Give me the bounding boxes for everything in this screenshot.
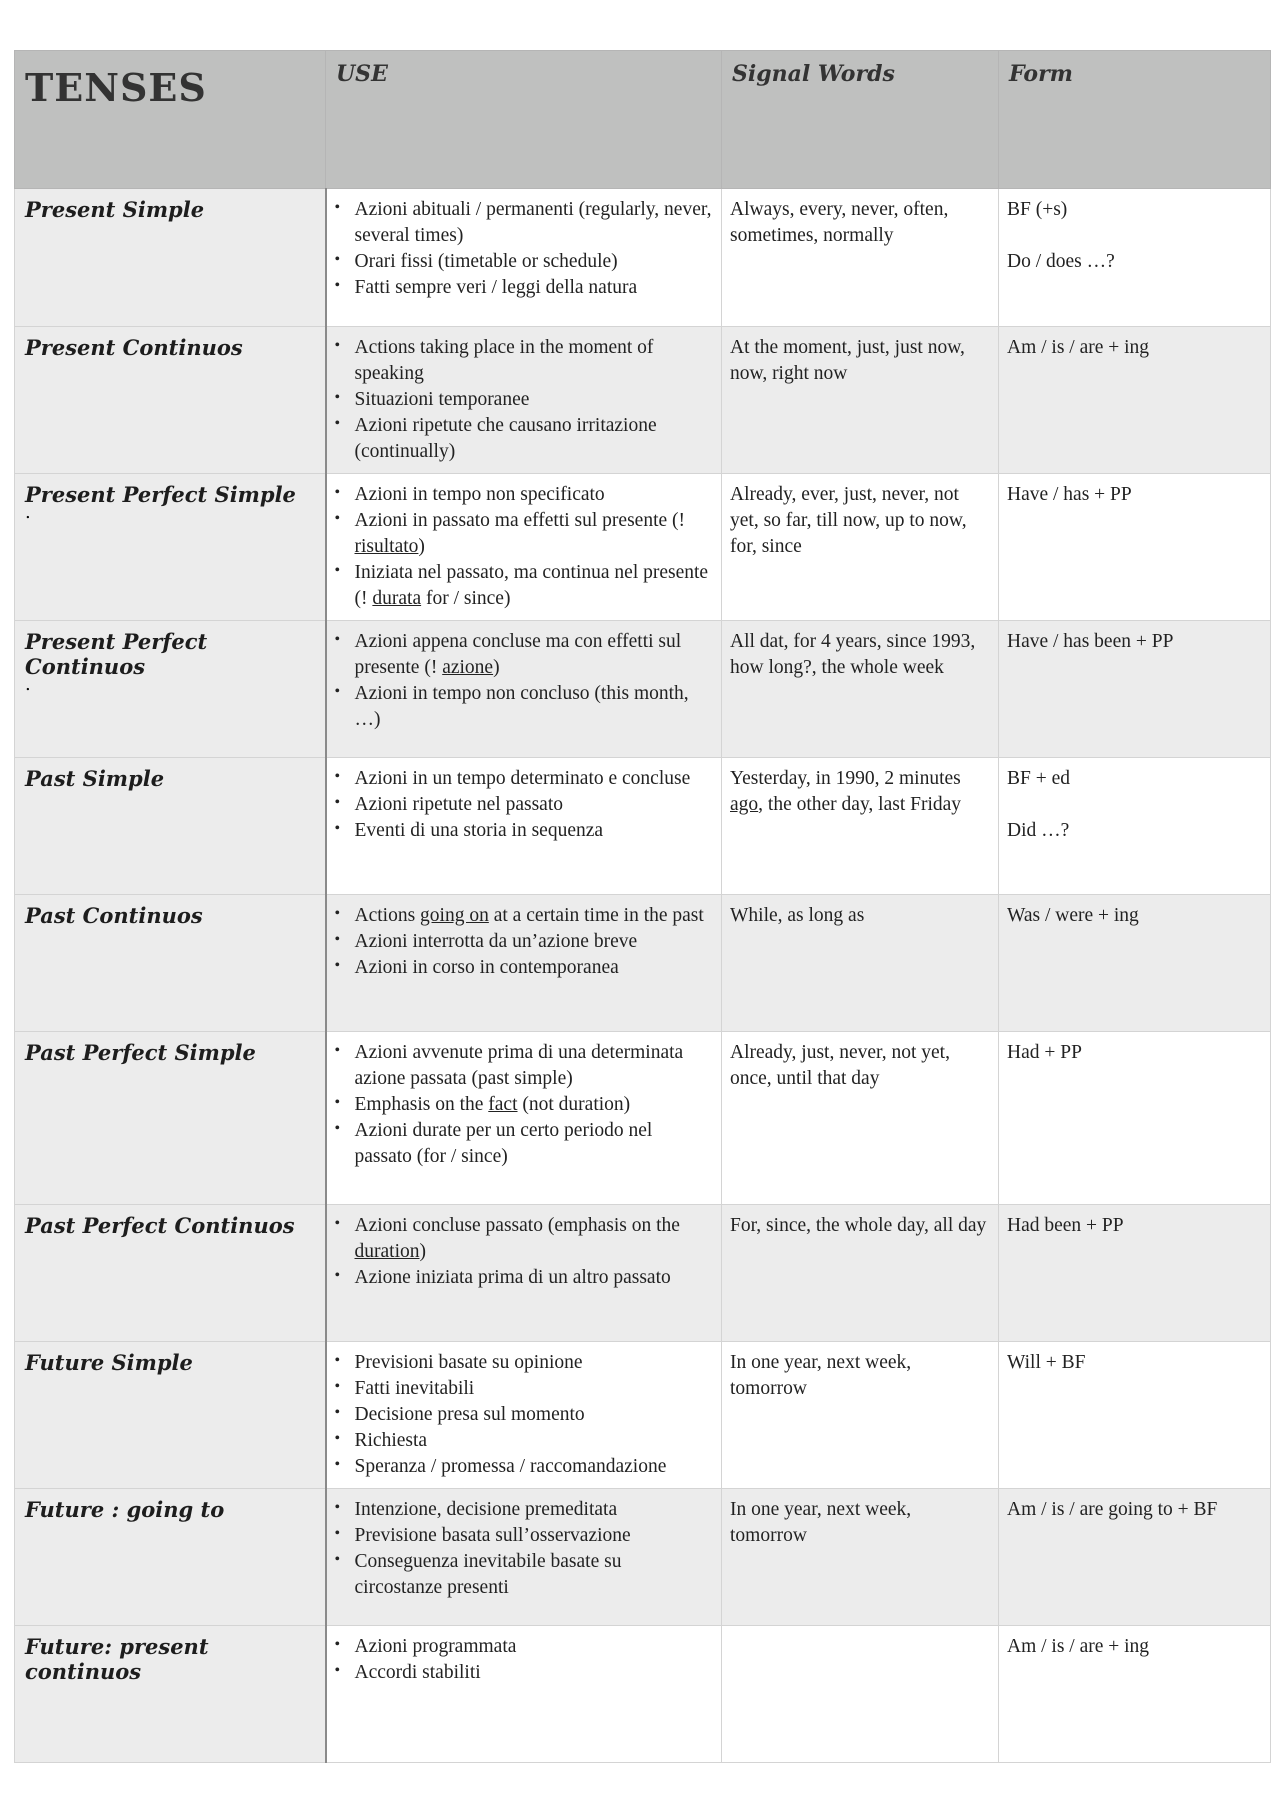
tense-cell xyxy=(15,1489,326,1626)
tense-cell xyxy=(15,327,326,474)
use-item: • Azioni avvenute prima di una determinata azione passata (past simple) xyxy=(355,1040,714,1092)
use-list xyxy=(327,1489,722,1609)
form-cell xyxy=(999,189,1271,327)
signal-words: At the moment, just, just now, now, right now xyxy=(730,337,965,384)
use-item: • Previsioni basate su opinione xyxy=(355,1350,714,1376)
use-item: • Orari fissi (timetable or schedule) xyxy=(355,249,714,275)
signal-words: Always, every, never, often, sometimes, normally xyxy=(730,199,949,246)
form-primary: Was / were + ing xyxy=(1007,905,1139,926)
form-primary: Have / has been + PP xyxy=(1007,631,1174,652)
use-list xyxy=(327,1626,722,1694)
use-item: • Azioni in tempo non concluso (this month, …) xyxy=(355,681,714,733)
table-row xyxy=(15,895,1271,1032)
form-primary: Have / has + PP xyxy=(1007,484,1132,505)
tense-cell xyxy=(15,1626,326,1763)
table-row xyxy=(15,758,1271,895)
use-list xyxy=(327,1205,722,1299)
signal-words: All dat, for 4 years, since 1993, how long?, the whole week xyxy=(730,631,976,678)
use-cell xyxy=(326,1489,722,1626)
tense-dot: . xyxy=(25,502,31,523)
table-row xyxy=(15,1626,1271,1763)
form-cell xyxy=(999,621,1271,758)
use-item: • Azioni in passato ma effetti sul presente (! risultato) xyxy=(355,508,714,560)
use-item: • Speranza / promessa / raccomandazione xyxy=(355,1454,714,1480)
tense-name: Future: present continuos xyxy=(25,1634,209,1684)
use-item: • Azioni programmata xyxy=(355,1634,714,1660)
underlined-word: fact xyxy=(488,1094,518,1115)
underlined-word: ago xyxy=(730,794,759,815)
use-cell xyxy=(326,758,722,895)
use-cell xyxy=(326,895,722,1032)
tense-name: Present Simple xyxy=(25,197,205,222)
tense-name: Past Continuos xyxy=(25,903,203,928)
use-list xyxy=(327,758,722,852)
use-item: • Eventi di una storia in sequenza xyxy=(355,818,714,844)
signal-words: In one year, next week, tomorrow xyxy=(730,1352,912,1399)
use-item: • Azioni concluse passato (emphasis on the duration) xyxy=(355,1213,714,1265)
use-item: • Richiesta xyxy=(355,1428,714,1454)
signal-cell xyxy=(722,1205,999,1342)
tense-cell xyxy=(15,1205,326,1342)
use-item: • Previsione basata sull’osservazione xyxy=(355,1523,714,1549)
use-cell xyxy=(326,1032,722,1205)
signal-words: While, as long as xyxy=(730,905,865,926)
signal-words xyxy=(722,1626,998,1642)
header-row xyxy=(15,51,1271,189)
use-item: • Emphasis on the fact (not duration) xyxy=(355,1092,714,1118)
table-row xyxy=(15,1205,1271,1342)
signal-words: Already, ever, just, never, not yet, so far, till now, up to now, for, since xyxy=(730,484,967,557)
table-row xyxy=(15,621,1271,758)
table-row xyxy=(15,1032,1271,1205)
use-cell xyxy=(326,1626,722,1763)
table-row xyxy=(15,474,1271,621)
form-cell xyxy=(999,1032,1271,1205)
use-item: • Situazioni temporanee xyxy=(355,387,714,413)
form-primary: BF + ed xyxy=(1007,768,1071,789)
tense-cell xyxy=(15,1032,326,1205)
form-cell xyxy=(999,474,1271,621)
tenses-table xyxy=(14,50,1271,1763)
tenses-table-container xyxy=(14,50,1270,1763)
underlined-word: duration xyxy=(354,1241,420,1262)
use-list xyxy=(327,189,722,309)
use-list xyxy=(327,474,722,620)
header-signal-words: Signal Words xyxy=(722,51,999,189)
use-cell xyxy=(326,327,722,474)
form-cell xyxy=(999,758,1271,895)
use-item: • Azioni interrotta da un’azione breve xyxy=(355,929,714,955)
use-item: • Azioni appena concluse ma con effetti sul presente (! azione) xyxy=(355,629,714,681)
signal-words: Already, just, never, not yet, once, until that day xyxy=(730,1042,950,1089)
underlined-word: azione xyxy=(442,657,494,678)
use-cell xyxy=(326,621,722,758)
form-primary: BF (+s) xyxy=(1007,199,1068,220)
signal-cell xyxy=(722,327,999,474)
form-primary: Had been + PP xyxy=(1007,1215,1124,1236)
signal-cell xyxy=(722,1626,999,1763)
use-item: • Azioni in un tempo determinato e concluse xyxy=(355,766,714,792)
underlined-word: durata xyxy=(372,588,422,609)
use-item: • Azione iniziata prima di un altro passato xyxy=(355,1265,714,1291)
form-primary: Am / is / are + ing xyxy=(1007,1636,1150,1657)
form-primary: Will + BF xyxy=(1007,1352,1086,1373)
use-item: • Decisione presa sul momento xyxy=(355,1402,714,1428)
use-item: • Conseguenza inevitabile basate su circostanze presenti xyxy=(355,1549,714,1601)
underlined-word: risultato xyxy=(354,536,419,557)
tense-name: Past Perfect Simple xyxy=(25,1040,256,1065)
tense-name: Future Simple xyxy=(25,1350,193,1375)
form-cell xyxy=(999,1489,1271,1626)
signal-cell xyxy=(722,895,999,1032)
use-item: • Azioni ripetute che causano irritazione (continually) xyxy=(355,413,714,465)
tense-cell xyxy=(15,895,326,1032)
signal-words: For, since, the whole day, all day xyxy=(730,1215,987,1236)
tense-name: Future : going to xyxy=(25,1497,225,1522)
table-row xyxy=(15,1342,1271,1489)
underlined-word: going on xyxy=(420,905,489,926)
form-primary: Had + PP xyxy=(1007,1042,1082,1063)
table-body xyxy=(15,189,1271,1763)
tense-cell xyxy=(15,474,326,621)
use-item: • Fatti sempre veri / leggi della natura xyxy=(355,275,714,301)
form-question: Did …? xyxy=(1007,820,1070,841)
header-use: USE xyxy=(326,51,722,189)
use-list xyxy=(327,895,722,989)
use-list xyxy=(327,621,722,741)
use-list xyxy=(327,1032,722,1178)
use-item: • Azioni in tempo non specificato xyxy=(355,482,714,508)
form-question: Do / does …? xyxy=(1007,251,1115,272)
use-cell xyxy=(326,474,722,621)
form-cell xyxy=(999,895,1271,1032)
signal-cell xyxy=(722,1032,999,1205)
table-row xyxy=(15,327,1271,474)
signal-cell xyxy=(722,758,999,895)
use-item: • Azioni ripetute nel passato xyxy=(355,792,714,818)
form-cell xyxy=(999,1626,1271,1763)
use-item: • Azioni abituali / permanenti (regularly, never, several times) xyxy=(355,197,714,249)
signal-cell xyxy=(722,474,999,621)
use-item: • Azioni in corso in contemporanea xyxy=(355,955,714,981)
use-cell xyxy=(326,1342,722,1489)
use-item: • Actions taking place in the moment of speaking xyxy=(355,335,714,387)
header-tenses: TENSES xyxy=(15,51,326,189)
tense-dot: . xyxy=(25,674,31,695)
tense-cell xyxy=(15,1342,326,1489)
use-item: • Intenzione, decisione premeditata xyxy=(355,1497,714,1523)
signal-cell xyxy=(722,1342,999,1489)
signal-words: In one year, next week, tomorrow xyxy=(730,1499,912,1546)
use-item: • Actions going on at a certain time in the past xyxy=(355,903,714,929)
use-cell xyxy=(326,189,722,327)
tense-name: Present Perfect Continuos xyxy=(25,629,208,679)
use-cell xyxy=(326,1205,722,1342)
signal-cell xyxy=(722,621,999,758)
form-cell xyxy=(999,327,1271,474)
tense-name: Past Perfect Continuos xyxy=(25,1213,295,1238)
use-list xyxy=(327,327,722,473)
use-item: • Fatti inevitabili xyxy=(355,1376,714,1402)
tense-name: Past Simple xyxy=(25,766,165,791)
signal-cell xyxy=(722,189,999,327)
form-primary: Am / is / are + ing xyxy=(1007,337,1150,358)
form-primary: Am / is / are going to + BF xyxy=(1007,1499,1218,1520)
tense-cell xyxy=(15,758,326,895)
tense-cell xyxy=(15,621,326,758)
signal-words: Yesterday, in 1990, 2 minutes ago, the other day, last Friday xyxy=(730,768,962,815)
header-form: Form xyxy=(999,51,1271,189)
form-cell xyxy=(999,1342,1271,1489)
use-list xyxy=(327,1342,722,1488)
tense-name: Present Continuos xyxy=(25,335,243,360)
tense-cell xyxy=(15,189,326,327)
form-cell xyxy=(999,1205,1271,1342)
table-row xyxy=(15,1489,1271,1626)
use-item: • Iniziata nel passato, ma continua nel presente (! durata for / since) xyxy=(355,560,714,612)
tense-name: Present Perfect Simple xyxy=(25,482,296,507)
use-item: • Azioni durate per un certo periodo nel passato (for / since) xyxy=(355,1118,714,1170)
table-row xyxy=(15,189,1271,327)
signal-cell xyxy=(722,1489,999,1626)
use-item: • Accordi stabiliti xyxy=(355,1660,714,1686)
